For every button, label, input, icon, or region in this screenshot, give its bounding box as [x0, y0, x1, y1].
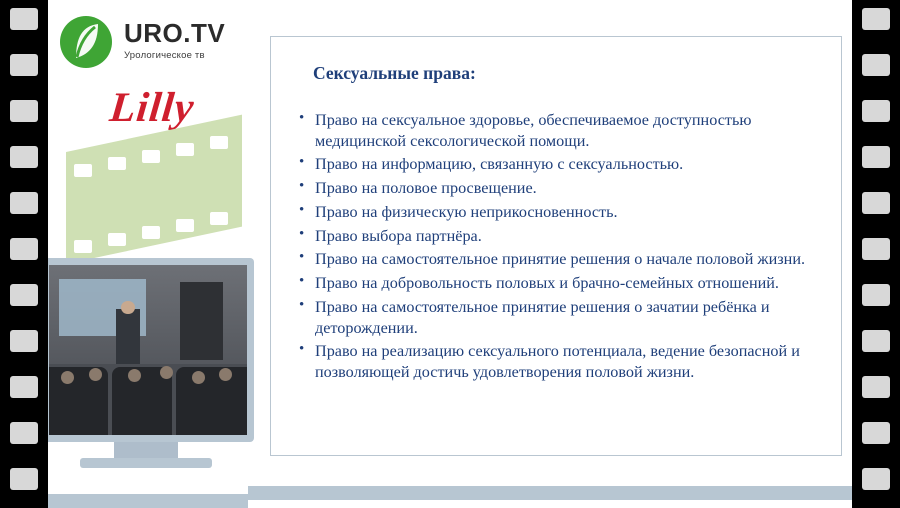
- filmstrip-border-left: [0, 0, 48, 508]
- filmstrip-perforation: [10, 330, 38, 352]
- filmstrip-perforation: [862, 238, 890, 260]
- slide-content-card: [270, 36, 842, 456]
- channel-name: URO.TV: [124, 18, 226, 48]
- list-item: • Право на информацию, связанную с сексуальностью.: [297, 154, 819, 175]
- filmstrip-perforation: [862, 54, 890, 76]
- filmstrip-sprocket: [74, 240, 92, 253]
- photo-speaker: [116, 309, 140, 367]
- list-item: • Право на самостоятельное принятие решения о начале половой жизни.: [297, 249, 819, 270]
- photo-audience-head: [192, 371, 205, 384]
- filmstrip-perforation: [10, 376, 38, 398]
- filmstrip-perforation: [862, 330, 890, 352]
- filmstrip-icon: [66, 152, 242, 264]
- filmstrip-sprocket: [108, 233, 126, 246]
- photo-audience-row: [176, 367, 247, 435]
- filmstrip-perforation: [862, 100, 890, 122]
- filmstrip-perforation: [862, 422, 890, 444]
- footer-strip: [248, 486, 852, 500]
- branding-panel: [48, 0, 253, 508]
- filmstrip-perforation: [10, 54, 38, 76]
- filmstrip-perforation: [862, 8, 890, 30]
- filmstrip-perforation: [10, 422, 38, 444]
- monitor-frame: [48, 258, 254, 442]
- list-item: • Право на реализацию сексуального потенциала, ведение безопасной и позволяющей достичь удовлетворения половой жизни.: [297, 341, 819, 382]
- filmstrip-perforation: [10, 100, 38, 122]
- photo-door: [180, 282, 224, 360]
- list-item: • Право на физическую неприкосновенность.: [297, 202, 819, 223]
- sponsor-logo: Lilly: [107, 85, 197, 131]
- photo-audience-head: [89, 368, 102, 381]
- photo-audience-head: [160, 366, 173, 379]
- filmstrip-perforation: [10, 284, 38, 306]
- channel-logo-text: [124, 20, 225, 61]
- filmstrip-perforation: [862, 376, 890, 398]
- monitor-screen: [49, 265, 247, 435]
- list-item: • Право на половое просвещение.: [297, 178, 819, 199]
- list-item: • Право на самостоятельное принятие решения о зачатии ребёнка и деторождении.: [297, 297, 819, 338]
- list-item: • Право на сексуальное здоровье, обеспечиваемое доступностью медицинской сексологической помощи.: [297, 110, 819, 151]
- filmstrip-border-right: [852, 0, 900, 508]
- filmstrip-perforation: [10, 146, 38, 168]
- filmstrip-perforation: [862, 468, 890, 490]
- photo-audience-head: [219, 368, 232, 381]
- monitor-base: [80, 458, 212, 468]
- filmstrip-perforation: [10, 238, 38, 260]
- photo-audience-head: [61, 371, 74, 384]
- filmstrip-sprocket: [210, 212, 228, 225]
- filmstrip-perforation: [10, 8, 38, 30]
- filmstrip-perforation: [10, 192, 38, 214]
- filmstrip-sprocket: [142, 226, 160, 239]
- filmstrip-perforation: [862, 146, 890, 168]
- filmstrip-perforation: [862, 284, 890, 306]
- filmstrip-perforation: [10, 468, 38, 490]
- slide-footer: [48, 470, 852, 508]
- filmstrip-sprocket: [142, 150, 160, 163]
- filmstrip-sprocket: [74, 164, 92, 177]
- leaf-circle-icon: [58, 14, 114, 70]
- filmstrip-perforation: [862, 192, 890, 214]
- channel-subtitle: Урологическое тв: [124, 50, 205, 61]
- filmstrip-sprocket: [176, 219, 194, 232]
- channel-logo: [58, 14, 250, 76]
- slide-title: Сексуальные права:: [313, 63, 476, 83]
- list-item: • Право на добровольность половых и брачно-семейных отношений.: [297, 273, 819, 294]
- slide-bullet-list: [297, 110, 819, 383]
- footer-strip: [48, 494, 248, 508]
- filmstrip-sprocket: [176, 143, 194, 156]
- slide-canvas: [48, 0, 852, 508]
- filmstrip-sprocket: [108, 157, 126, 170]
- filmstrip-sprocket: [210, 136, 228, 149]
- list-item: • Право выбора партнёра.: [297, 226, 819, 247]
